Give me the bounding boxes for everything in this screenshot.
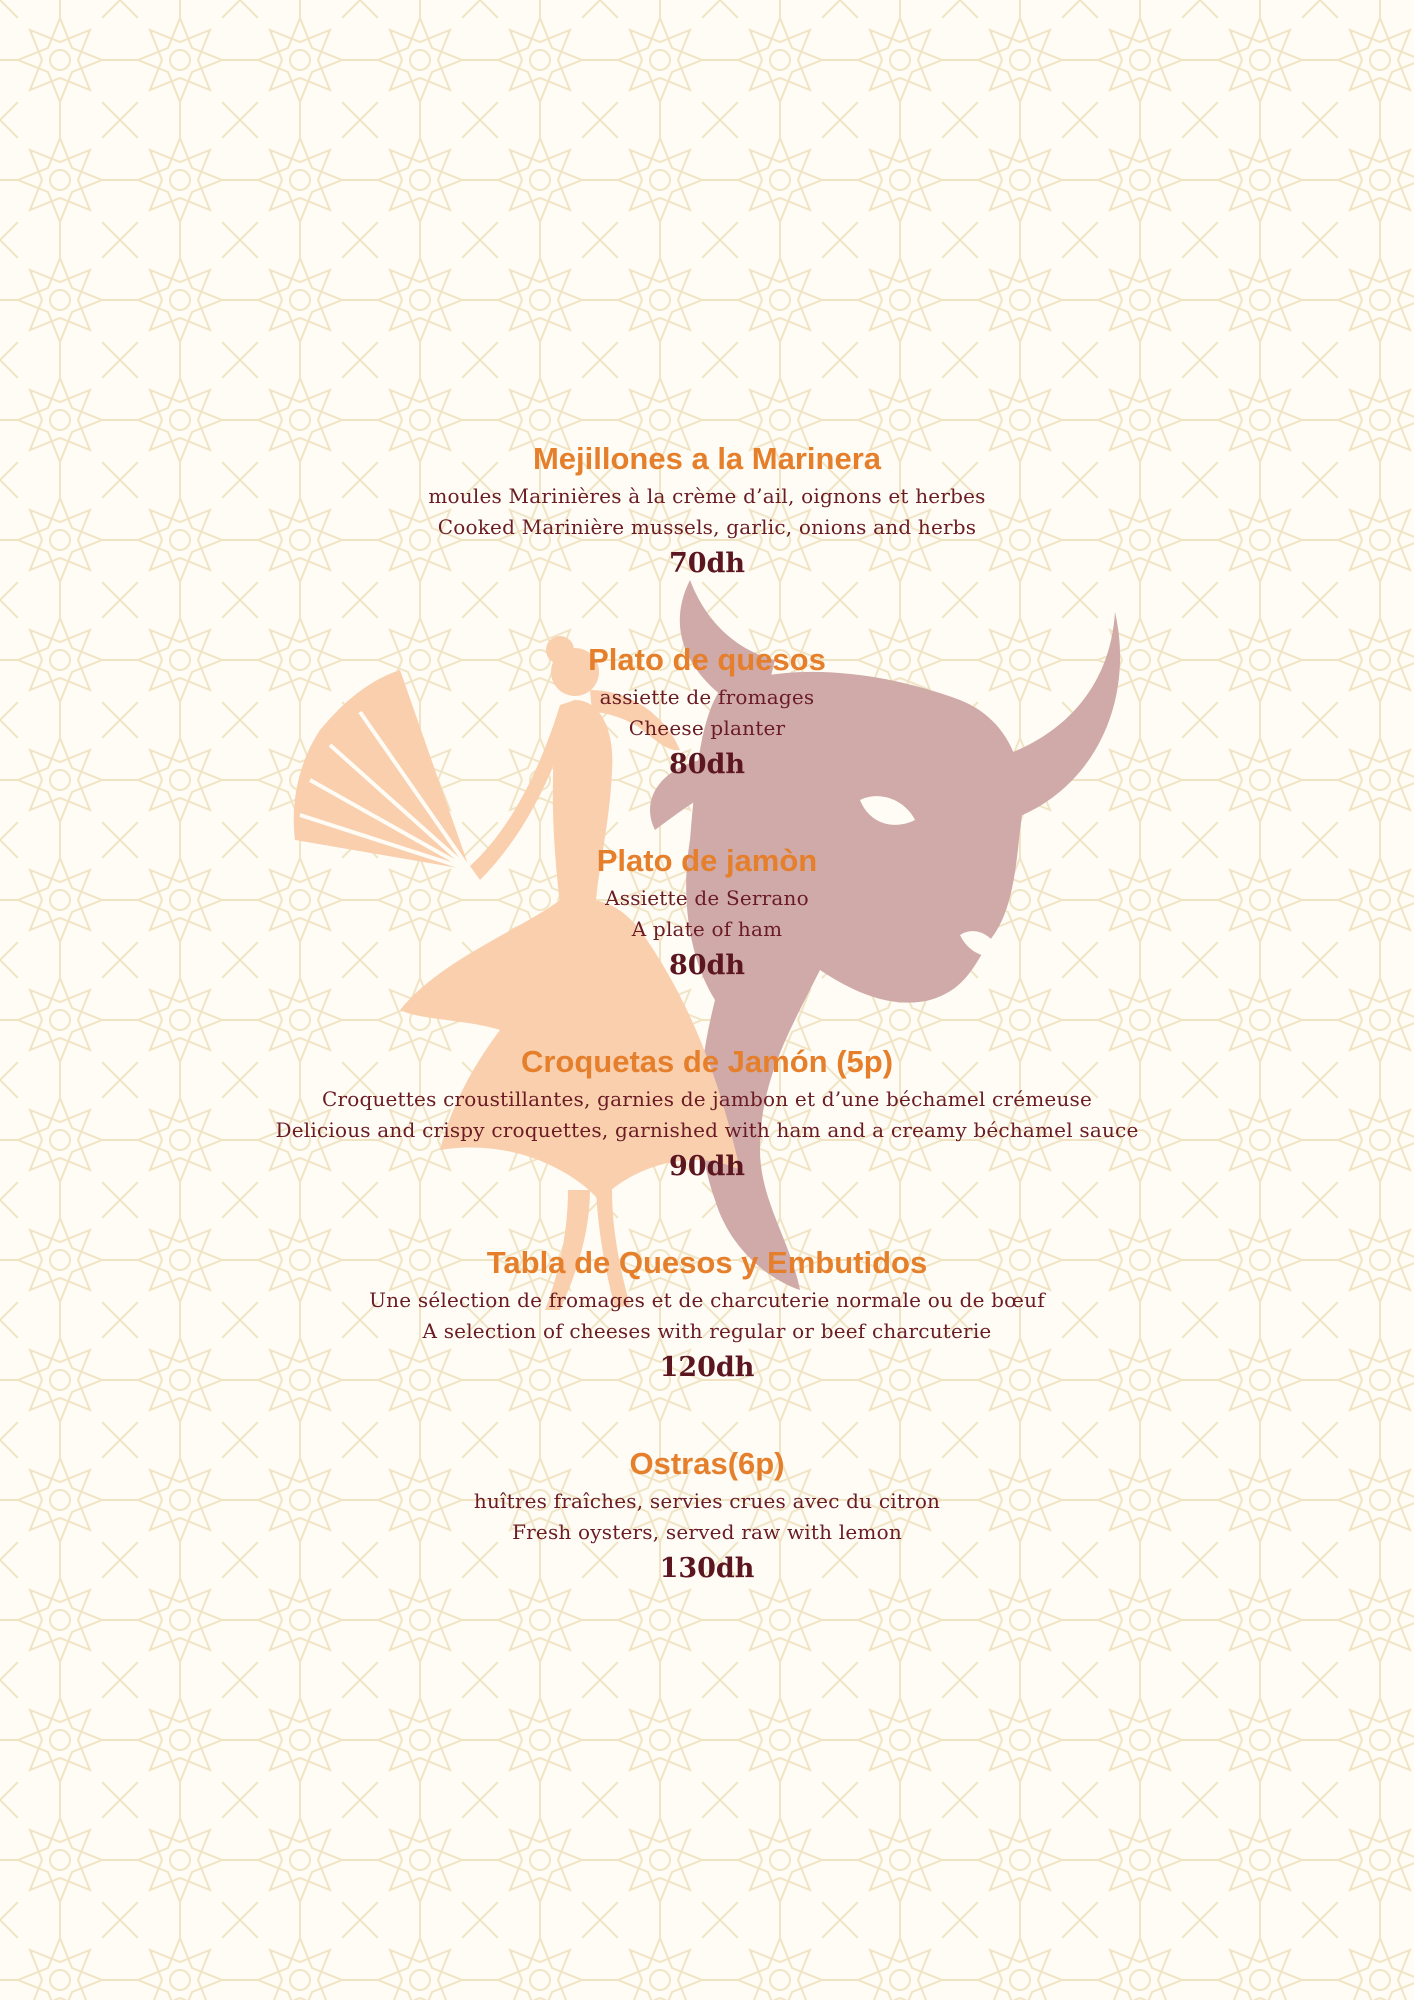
menu-item xyxy=(0,839,1414,1040)
item-description-fr: Une sélection de fromages et de charcuterie normale ou de bœuf xyxy=(369,1288,1045,1312)
item-description-en: Fresh oysters, served raw with lemon xyxy=(512,1520,902,1544)
item-description-fr: huîtres fraîches, servies crues avec du citron xyxy=(473,1489,941,1513)
item-price: 90dh xyxy=(668,1151,746,1182)
item-price: 80dh xyxy=(668,950,746,981)
item-description-en: A plate of ham xyxy=(631,917,783,941)
item-description-fr: Assiette de Serrano xyxy=(605,886,809,910)
item-price: 70dh xyxy=(668,548,746,579)
item-name: Plato de quesos xyxy=(588,642,826,677)
menu-item xyxy=(0,638,1414,839)
item-description-en: A selection of cheeses with regular or beef charcuterie xyxy=(422,1319,992,1343)
menu-item xyxy=(0,1442,1414,1643)
item-name: Plato de jamòn xyxy=(596,843,818,878)
item-name: Tabla de Quesos y Embutidos xyxy=(486,1245,928,1280)
item-description-fr: moules Marinières à la crème d’ail, oignons et herbes xyxy=(428,484,986,508)
item-price: 80dh xyxy=(668,749,746,780)
item-description-en: Cheese planter xyxy=(628,716,786,740)
item-description-en: Delicious and crispy croquettes, garnished with ham and a creamy béchamel sauce xyxy=(275,1118,1139,1142)
item-description-en: Cooked Marinière mussels, garlic, onions and herbs xyxy=(437,515,977,539)
item-name: Croquetas de Jamón (5p) xyxy=(520,1044,894,1079)
item-description-fr: assiette de fromages xyxy=(599,685,815,709)
item-description-fr: Croquettes croustillantes, garnies de jambon et d’une béchamel crémeuse xyxy=(321,1087,1093,1111)
menu-item xyxy=(0,1241,1414,1442)
item-price: 130dh xyxy=(659,1553,755,1584)
item-name: Ostras(6p) xyxy=(629,1446,785,1481)
item-price: 120dh xyxy=(659,1352,755,1383)
menu-item xyxy=(0,437,1414,638)
menu-list xyxy=(0,437,1414,1643)
menu-item xyxy=(0,1040,1414,1241)
item-name: Mejillones a la Marinera xyxy=(532,441,882,476)
